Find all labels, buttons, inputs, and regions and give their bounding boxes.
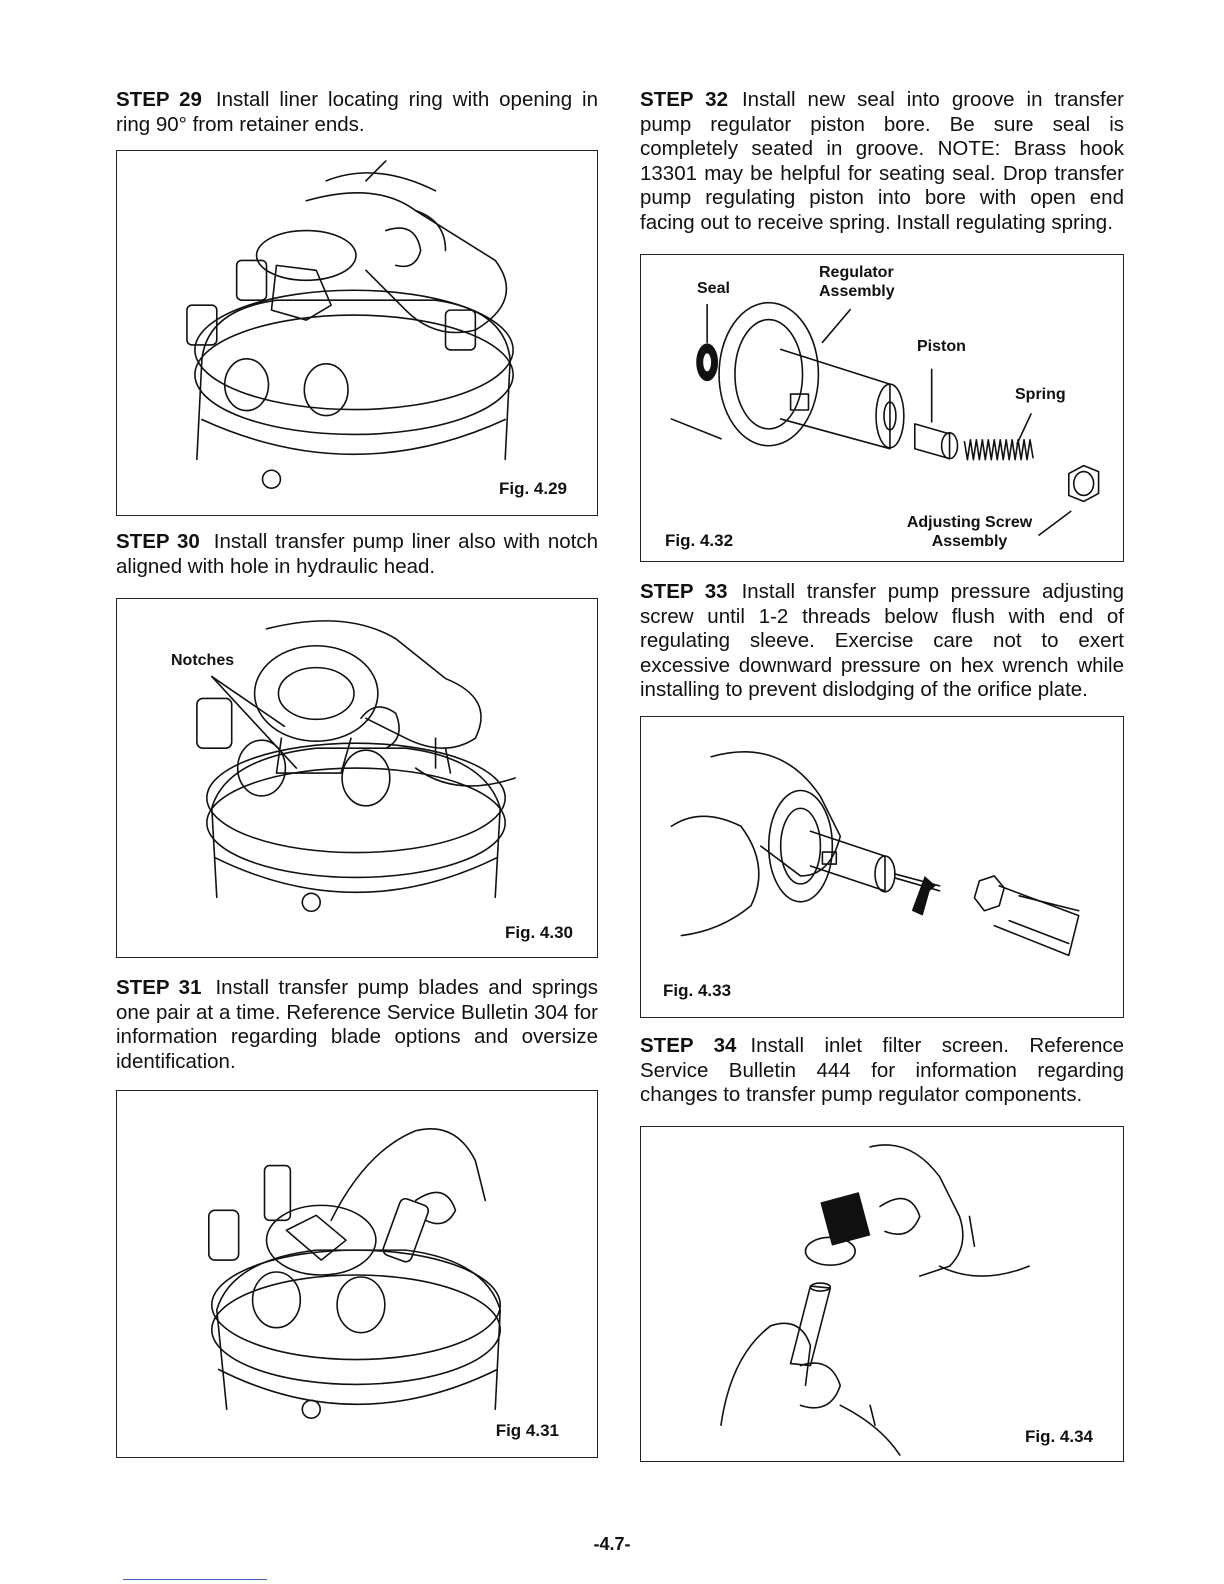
callout-piston: Piston [917,338,966,355]
callout-regulator-assembly: Regulator Assembly [819,264,895,300]
callout-spring: Spring [1015,386,1066,403]
footer-divider [123,1579,267,1580]
figure-4-34-caption: Fig. 4.34 [1024,1427,1093,1446]
figure-4-34 [640,1126,1124,1462]
pump-blades-illustration [117,1091,597,1457]
callout-seal: Seal [697,280,730,297]
figure-4-33-caption: Fig. 4.33 [663,981,732,1000]
step-34 [640,1034,1124,1108]
step-32-label: STEP 32 [640,88,728,111]
step-33-text: Install transfer pump pressure adjusting screw until 1-2 threads below flush with end of regulating sleeve. Exercise care not to exert excessive downward pressure on hex wrench while installing to prevent dislodging of the orifice plate. [640,580,1125,701]
figure-4-33 [640,716,1124,1018]
figure-4-29 [116,150,598,516]
page-number: -4.7- [593,1534,631,1554]
step-32-text: Install new seal into groove in transfer pump regulator piston bore. Be sure seal is completely seated in groove. NOTE: Brass hook 13301 may be helpful for seating seal. Drop transfer pump regulating piston into bore with open end facing out to receive spring. Install regulating spring. [640,88,1124,234]
callout-notches: Notches [171,652,235,669]
step-31-text: Install transfer pump blades and springs one pair at a time. Reference Service Bulletin 304 for information regarding blade options and oversize identification. [116,976,598,1073]
figure-4-29-caption: Fig. 4.29 [498,479,567,498]
step-29 [116,88,598,137]
adjusting-screw-install-illustration [641,717,1123,1017]
figure-4-30-caption: Fig. 4.30 [504,923,573,942]
step-30-label: STEP 30 [116,530,200,553]
figure-4-30 [116,598,598,958]
step-34-text: Install inlet filter screen. Reference Service Bulletin 444 for information regarding changes to transfer pump regulator components. [640,1034,1125,1106]
step-32 [640,88,1124,235]
step-30-text: Install transfer pump liner also with notch aligned with hole in hydraulic head. [116,530,598,578]
step-29-label: STEP 29 [116,88,202,111]
step-29-text: Install liner locating ring with opening in ring 90° from retainer ends. [116,88,598,136]
figure-4-32 [640,254,1124,562]
step-33-label: STEP 33 [640,580,728,603]
step-34-label: STEP 34 [640,1034,737,1057]
figure-4-32-caption: Fig. 4.32 [665,531,734,550]
inlet-filter-screen-illustration [641,1127,1123,1461]
step-31-label: STEP 31 [116,976,202,999]
pump-liner-ring-illustration [117,151,597,515]
spring-coils [964,440,1033,460]
step-30 [116,530,598,579]
figure-4-31-caption: Fig 4.31 [495,1421,559,1440]
step-33 [640,580,1124,703]
step-31 [116,976,598,1074]
callout-adjusting-screw-assembly: Adjusting Screw Assembly [906,514,1033,550]
figure-4-31 [116,1090,598,1458]
